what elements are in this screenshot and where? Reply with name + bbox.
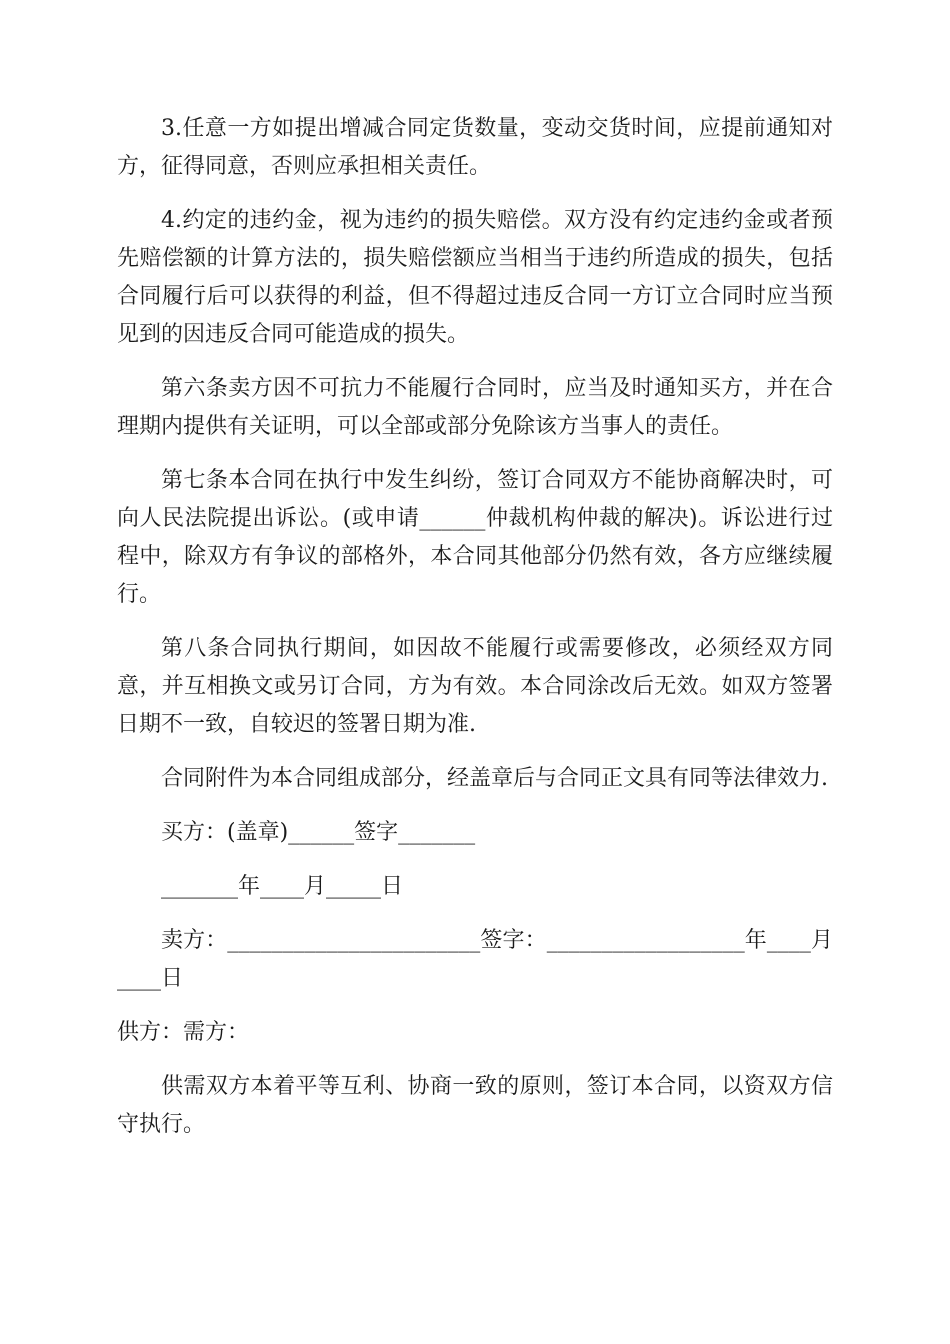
- buyer-date-line: _______年____月_____日: [161, 874, 404, 899]
- article-8-paragraph: 第八条合同执行期间，如因故不能履行或需要修改，必须经双方同意，并互相换文或另订合同，方为有效。本合同涂改后无效。如双方签署日期不一致，自较迟的签署日期为准.: [117, 636, 833, 737]
- seller-signature-line: 卖方：_______________________签字：__________________年____月____日: [117, 928, 833, 991]
- article-7-paragraph: 第七条本合同在执行中发生纠纷，签订合同双方不能协商解决时，可向人民法院提出诉讼。(或申请______仲裁机构仲裁的解决)。诉讼进行过程中，除双方有争议的部格外，本合同其他部分仍然有效，各方应继续履行。: [117, 468, 833, 607]
- article-6-paragraph: 第六条卖方因不可抗力不能履行合同时，应当及时通知买方，并在合理期内提供有关证明，可以全部或部分免除该方当事人的责任。: [117, 376, 833, 439]
- closing-paragraph: 供需双方本着平等互利、协商一致的原则，签订本合同，以资双方信守执行。: [117, 1074, 833, 1137]
- clause-3-paragraph: 3.任意一方如提出增减合同定货数量，变动交货时间，应提前通知对方，征得同意，否则应承担相关责任。: [117, 116, 833, 179]
- parties-line: 供方：需方：: [117, 1020, 250, 1045]
- clause-4-paragraph: 4.约定的违约金，视为违约的损失赔偿。双方没有约定违约金或者预先赔偿额的计算方法的，损失赔偿额应当相当于违约所造成的损失，包括合同履行后可以获得的利益，但不得超过违反合同一方订立合同时应当预见到的因违反合同可能造成的损失。: [117, 208, 833, 347]
- attachment-paragraph: 合同附件为本合同组成部分，经盖章后与合同正文具有同等法律效力.: [161, 766, 828, 791]
- document-page: [117, 110, 833, 1160]
- buyer-signature-line: 买方：(盖章)______签字_______: [161, 820, 476, 845]
